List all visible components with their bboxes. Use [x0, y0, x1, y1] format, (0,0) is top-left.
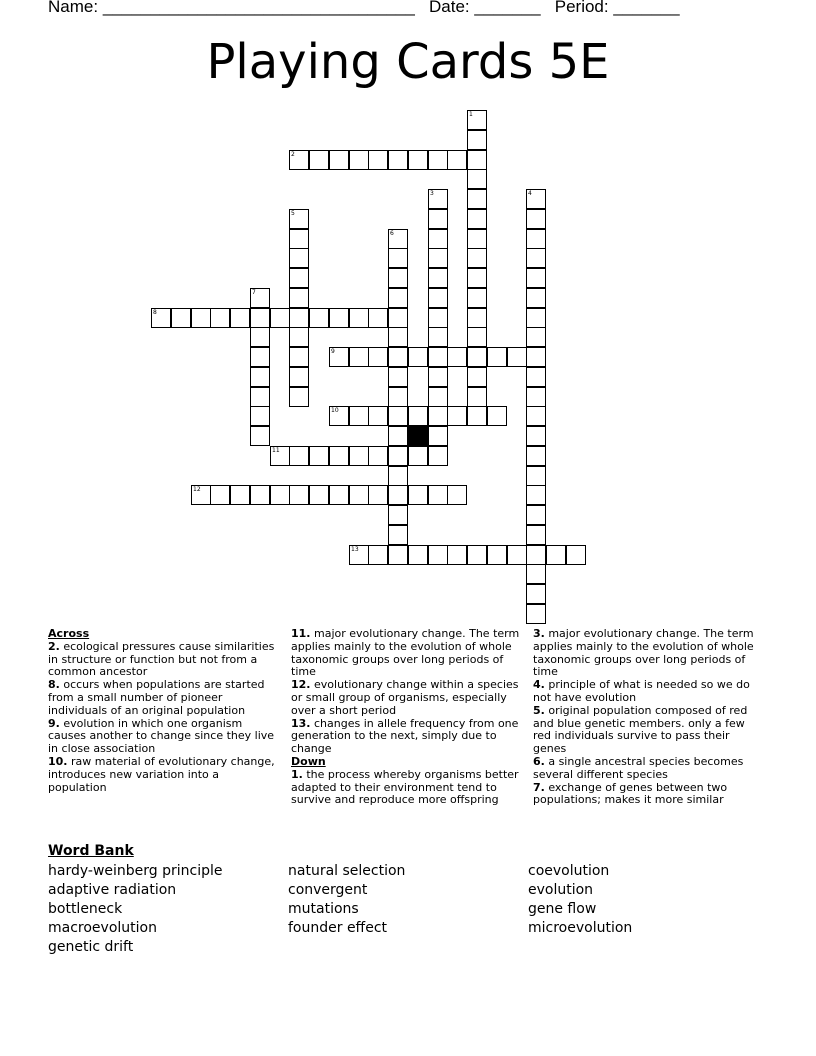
- date-blank[interactable]: _______: [474, 0, 541, 16]
- crossword-cell[interactable]: [388, 466, 408, 486]
- crossword-cell[interactable]: [408, 545, 428, 565]
- clue-down-5: 5. original population composed of red and blue genetic members. only a few red individuals survive to pass their genes: [533, 703, 748, 756]
- crossword-cell[interactable]: [368, 406, 388, 426]
- clue-number-label: 10: [331, 407, 339, 414]
- crossword-cell[interactable]: [408, 347, 428, 367]
- word-bank-item: microevolution: [528, 920, 633, 936]
- crossword-cell[interactable]: [309, 150, 329, 170]
- crossword-cell[interactable]: [210, 485, 230, 505]
- crossword-cell[interactable]: [487, 347, 507, 367]
- crossword-cell[interactable]: [329, 308, 349, 328]
- crossword-cell[interactable]: [349, 485, 369, 505]
- clue-number-label: 5: [291, 210, 295, 217]
- crossword-cell[interactable]: [428, 426, 448, 446]
- crossword-cell[interactable]: [526, 446, 546, 466]
- crossword-cell[interactable]: [368, 347, 388, 367]
- clue-number-label: 7: [252, 289, 256, 296]
- crossword-cell[interactable]: [230, 308, 250, 328]
- word-bank-item: hardy-weinberg principle: [48, 863, 223, 879]
- crossword-cell[interactable]: [368, 545, 388, 565]
- word-bank-item: evolution: [528, 882, 594, 898]
- crossword-cell[interactable]: [289, 485, 309, 505]
- word-bank-item: adaptive radiation: [48, 882, 177, 898]
- crossword-cell[interactable]: [526, 327, 546, 347]
- clues-column-1: [48, 628, 280, 794]
- crossword-cell[interactable]: [447, 347, 467, 367]
- crossword-cell[interactable]: [467, 189, 487, 209]
- crossword-cell[interactable]: [566, 545, 586, 565]
- crossword-cell[interactable]: [428, 406, 448, 426]
- crossword-cell[interactable]: [408, 446, 428, 466]
- crossword-cell[interactable]: [507, 347, 527, 367]
- crossword-cell[interactable]: [408, 150, 428, 170]
- crossword-cell[interactable]: [467, 288, 487, 308]
- clue-number-label: 1: [469, 111, 473, 118]
- crossword-cell[interactable]: [526, 525, 546, 545]
- crossword-cell[interactable]: [467, 268, 487, 288]
- clue-number-label: 9: [331, 348, 335, 355]
- crossword-cell[interactable]: [388, 505, 408, 525]
- crossword-cell[interactable]: [526, 564, 546, 584]
- crossword-cell[interactable]: [349, 308, 369, 328]
- crossword-cell[interactable]: [526, 367, 546, 387]
- clue-number-label: 8: [153, 309, 157, 316]
- crossword-cell[interactable]: [526, 485, 546, 505]
- clue-number-label: 11: [272, 447, 280, 454]
- clue-down-1: 1. the process whereby organisms better adapted to their environment tend to survive and reproduce more offspring: [291, 767, 519, 807]
- crossword-cell[interactable]: [447, 406, 467, 426]
- clue-across-11: 11. major evolutionary change. The term applies mainly to the evolution of whole taxonomic groups over long periods of time: [291, 627, 520, 679]
- crossword-cell[interactable]: [408, 485, 428, 505]
- crossword-cell[interactable]: [388, 308, 408, 328]
- crossword-cell[interactable]: [526, 229, 546, 249]
- crossword-cell[interactable]: [526, 387, 546, 407]
- crossword-cell[interactable]: [428, 150, 448, 170]
- crossword-cell[interactable]: [428, 288, 448, 308]
- crossword-cell[interactable]: [467, 209, 487, 229]
- clue-number-label: 4: [528, 190, 532, 197]
- crossword-cell[interactable]: [250, 308, 270, 328]
- crossword-cell[interactable]: [329, 446, 349, 466]
- crossword-cell[interactable]: [428, 485, 448, 505]
- crossword-cell[interactable]: [250, 327, 270, 347]
- crossword-cell[interactable]: [428, 347, 448, 367]
- crossword-cell[interactable]: [388, 268, 408, 288]
- clue-down-3: 3. major evolutionary change. The term applies mainly to the evolution of whole taxonomic groups over long periods of time: [533, 627, 754, 679]
- crossword-cell[interactable]: [467, 387, 487, 407]
- across-heading: Across: [48, 627, 90, 640]
- crossword-cell[interactable]: [526, 584, 546, 604]
- crossword-cell[interactable]: [250, 485, 270, 505]
- crossword-cell[interactable]: [526, 505, 546, 525]
- word-bank-item: genetic drift: [48, 939, 134, 955]
- crossword-cell[interactable]: [289, 367, 309, 387]
- crossword-cell[interactable]: [388, 446, 408, 466]
- crossword-cell[interactable]: [191, 308, 211, 328]
- crossword-cell[interactable]: [467, 367, 487, 387]
- crossword-cell[interactable]: [526, 347, 546, 367]
- crossword-cell[interactable]: [526, 308, 546, 328]
- crossword-cell[interactable]: [428, 545, 448, 565]
- crossword-cell[interactable]: [467, 327, 487, 347]
- crossword-cell[interactable]: [467, 229, 487, 249]
- crossword-cell[interactable]: [467, 150, 487, 170]
- crossword-cell[interactable]: [329, 150, 349, 170]
- crossword-cell[interactable]: [289, 387, 309, 407]
- crossword-cell[interactable]: [388, 387, 408, 407]
- period-label: Period:: [554, 0, 609, 16]
- date-label: Date:: [429, 0, 470, 16]
- word-bank-heading: Word Bank: [48, 843, 134, 859]
- crossword-cell[interactable]: [388, 485, 408, 505]
- crossword-cell[interactable]: [250, 347, 270, 367]
- crossword-cell[interactable]: [250, 406, 270, 426]
- crossword-cell[interactable]: [368, 150, 388, 170]
- word-bank-column-1: [48, 862, 223, 957]
- clue-number-label: 3: [430, 190, 434, 197]
- crossword-cell[interactable]: [388, 347, 408, 367]
- clue-number-label: 13: [351, 546, 359, 553]
- name-blank[interactable]: _________________________________: [102, 0, 415, 16]
- crossword-cell[interactable]: [526, 268, 546, 288]
- crossword-cell[interactable]: [388, 150, 408, 170]
- crossword-cell[interactable]: [289, 229, 309, 249]
- crossword-cell[interactable]: [408, 406, 428, 426]
- crossword-cell[interactable]: [428, 367, 448, 387]
- crossword-cell[interactable]: [289, 347, 309, 367]
- clue-down-4: 4. principle of what is needed so we do not have evolution: [533, 678, 750, 704]
- clue-number-label: 6: [390, 230, 394, 237]
- clue-across-8: 8. occurs when populations are started from a small number of pioneer individuals of an original population: [48, 678, 265, 717]
- name-label: Name:: [48, 0, 99, 16]
- crossword-cell[interactable]: [428, 268, 448, 288]
- crossword-cell[interactable]: [428, 229, 448, 249]
- crossword-cell[interactable]: [250, 387, 270, 407]
- crossword-cell[interactable]: [467, 308, 487, 328]
- crossword-cell[interactable]: [349, 446, 369, 466]
- crossword-cell[interactable]: [349, 347, 369, 367]
- crossword-cell[interactable]: [388, 545, 408, 565]
- crossword-cell[interactable]: [349, 406, 369, 426]
- crossword-cell[interactable]: [388, 525, 408, 545]
- clue-down-7: 7. exchange of genes between two populations; makes it more similar: [533, 780, 728, 807]
- crossword-cell[interactable]: [368, 308, 388, 328]
- crossword-cell[interactable]: [230, 485, 250, 505]
- word-bank-item: bottleneck: [48, 901, 123, 917]
- clue-number-label: 12: [193, 486, 201, 493]
- word-bank-item: convergent: [288, 882, 368, 898]
- crossword-cell[interactable]: [289, 308, 309, 328]
- crossword-cell[interactable]: [250, 367, 270, 387]
- crossword-cell[interactable]: [368, 446, 388, 466]
- crossword-cell[interactable]: [526, 466, 546, 486]
- crossword-cell[interactable]: [447, 545, 467, 565]
- crossword-cell[interactable]: [210, 308, 230, 328]
- crossword-cell[interactable]: [526, 545, 546, 565]
- clue-across-2: 2. ecological pressures cause similarities in structure or function but not from a common ancestor: [48, 639, 275, 679]
- crossword-cell[interactable]: [447, 485, 467, 505]
- crossword-cell[interactable]: [270, 308, 290, 328]
- word-bank-item: mutations: [288, 901, 359, 917]
- clues-column-2: [291, 628, 523, 807]
- crossword-cell[interactable]: [467, 169, 487, 189]
- page-title: Playing Cards 5E: [206, 34, 610, 90]
- word-bank-column-2: [288, 862, 405, 938]
- crossword-cell[interactable]: [309, 308, 329, 328]
- clues-column-3: [533, 628, 765, 807]
- clue-across-10: 10. raw material of evolutionary change, introduces new variation into a population: [48, 754, 275, 794]
- crossword-cell[interactable]: [388, 248, 408, 268]
- crossword-cell[interactable]: [467, 347, 487, 367]
- period-blank[interactable]: _______: [613, 0, 680, 16]
- crossword-cell[interactable]: [467, 130, 487, 150]
- crossword-cell[interactable]: [388, 426, 408, 446]
- crossword-cell[interactable]: [467, 545, 487, 565]
- crossword-cell[interactable]: [546, 545, 566, 565]
- crossword-cell[interactable]: [289, 248, 309, 268]
- word-bank-item: gene flow: [528, 901, 597, 917]
- word-bank-item: natural selection: [288, 863, 406, 879]
- crossword-cell[interactable]: [388, 288, 408, 308]
- crossword-cell[interactable]: [289, 446, 309, 466]
- clue-across-12: 12. evolutionary change within a species or small group of organisms, especially over a short period: [291, 678, 519, 717]
- crossword-cell[interactable]: [289, 327, 309, 347]
- crossword-cell[interactable]: [388, 406, 408, 426]
- crossword-cell[interactable]: [171, 308, 191, 328]
- down-heading: Down: [291, 754, 326, 768]
- crossword-cell[interactable]: [309, 446, 329, 466]
- word-bank-item: macroevolution: [48, 920, 157, 936]
- word-bank-item: founder effect: [288, 920, 388, 936]
- word-bank-item: coevolution: [528, 863, 610, 879]
- word-bank-column-3: [528, 862, 632, 938]
- crossword-cell[interactable]: [428, 308, 448, 328]
- crossword-cell[interactable]: [526, 209, 546, 229]
- crossword-cell[interactable]: [428, 327, 448, 347]
- crossword-cell[interactable]: [289, 288, 309, 308]
- crossword-cell[interactable]: [309, 485, 329, 505]
- crossword-cell[interactable]: [270, 485, 290, 505]
- crossword-cell[interactable]: [447, 150, 467, 170]
- crossword-cell[interactable]: [507, 545, 527, 565]
- crossword-black-cell: [408, 426, 428, 446]
- crossword-cell[interactable]: [250, 426, 270, 446]
- crossword-cell[interactable]: [368, 485, 388, 505]
- crossword-cell[interactable]: [289, 268, 309, 288]
- crossword-cell[interactable]: [526, 426, 546, 446]
- crossword-cell[interactable]: [526, 248, 546, 268]
- clue-number-label: 2: [291, 151, 295, 158]
- crossword-cell[interactable]: [428, 446, 448, 466]
- crossword-cell[interactable]: [428, 387, 448, 407]
- crossword-cell[interactable]: [487, 545, 507, 565]
- clue-across-9: 9. evolution in which one organism causes another to change since they live in close association: [48, 716, 275, 756]
- crossword-cell[interactable]: [388, 367, 408, 387]
- crossword-cell[interactable]: [428, 248, 448, 268]
- crossword-cell[interactable]: [349, 150, 369, 170]
- crossword-cell[interactable]: [526, 604, 546, 624]
- crossword-cell[interactable]: [329, 485, 349, 505]
- clue-down-6: 6. a single ancestral species becomes several different species: [533, 754, 744, 781]
- crossword-cell[interactable]: [388, 327, 408, 347]
- crossword-cell[interactable]: [428, 209, 448, 229]
- crossword-cell[interactable]: [526, 288, 546, 308]
- crossword-cell[interactable]: [467, 406, 487, 426]
- crossword-cell[interactable]: [487, 406, 507, 426]
- crossword-cell[interactable]: [467, 248, 487, 268]
- crossword-cell[interactable]: [526, 406, 546, 426]
- clue-across-13: 13. changes in allele frequency from one generation to the next, simply due to change: [291, 716, 519, 756]
